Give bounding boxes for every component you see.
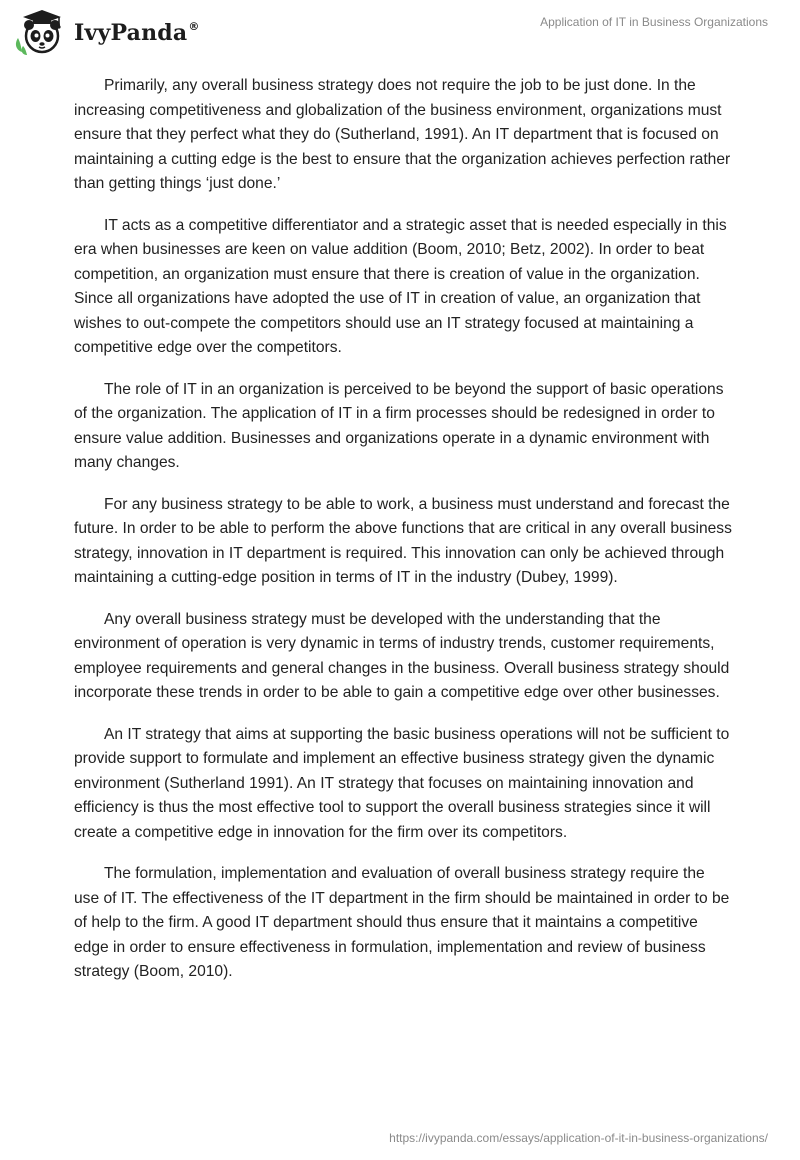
paragraph-1: Primarily, any overall business strategy does not require the job to be just done. In the increasing competitiveness and globalization of the business environment, organizations must ensure that they perfect what they do (Sutherland, 1991). An IT department that is focused on maintaining a cutting edge is the best to ensure that the organization achieves perfection rather than getting things ‘just done.’ bbox=[74, 77, 731, 192]
paragraph-7: The formulation, implementation and evaluation of overall business strategy require the use of IT. The effectiveness of the IT department in the firm should be maintained in order to be of help to the firm. A good IT department should thus ensure that it maintains a competitive edge in order to ensure effectiveness in formulation, implementation and review of business strategy (Boom, 2010). bbox=[74, 865, 730, 980]
panda-graduate-icon bbox=[14, 8, 68, 56]
brand-name bbox=[74, 20, 200, 46]
registered-mark: ® bbox=[188, 20, 200, 33]
source-url-link[interactable]: https://ivypanda.com/essays/application-of-it-in-business-organizations/ bbox=[389, 1131, 768, 1145]
paragraph-2: IT acts as a competitive differentiator and a strategic asset that is needed especially in this era when businesses are keen on value addition (Boom, 2010; Betz, 2002). In order to beat competition, an organization must ensure that there is creation of value in the organization. Since all organizations have adopted the use of IT in creation of value, an organization that wishes to out-compete the competitors should use an IT strategy focused at maintaining a competitive edge over the competitors. bbox=[74, 216, 727, 356]
document-title: Application of IT in Business Organizations bbox=[540, 15, 768, 29]
paragraph-4: For any business strategy to be able to work, a business must understand and forecast the future. In order to be able to perform the above functions that are critical in any overall business strategy, innovation in IT department is required. This innovation can only be achieved through maintaining a cutting-edge position in terms of IT in the industry (Dubey, 1999). bbox=[74, 495, 732, 586]
ivypanda-logo[interactable] bbox=[14, 8, 200, 56]
paragraph-5: Any overall business strategy must be developed with the understanding that the environment of operation is very dynamic in terms of industry trends, customer requirements, employee requirements and general changes in the business. Overall business strategy should incorporate these trends in order to be able to gain a competitive edge over other businesses. bbox=[74, 610, 730, 701]
brand-label: IvyPanda bbox=[74, 20, 188, 46]
page-header bbox=[0, 0, 800, 64]
essay-body bbox=[74, 74, 734, 1002]
paragraph-6: An IT strategy that aims at supporting the basic business operations will not be sufficient to provide support to formulate and implement an effective business strategy given the dynamic environment (Sutherland 1991). An IT strategy that focuses on maintaining innovation and efficiency is thus the most effective tool to support the overall business strategies since it will create a competitive edge in innovation for the firm over its competitors. bbox=[74, 725, 730, 841]
paragraph-3: The role of IT in an organization is perceived to be beyond the support of basic operations of the organization. The application of IT in a firm processes should be redesigned in order to ensure value addition. Businesses and organizations operate in a dynamic environment with many changes. bbox=[74, 380, 724, 471]
